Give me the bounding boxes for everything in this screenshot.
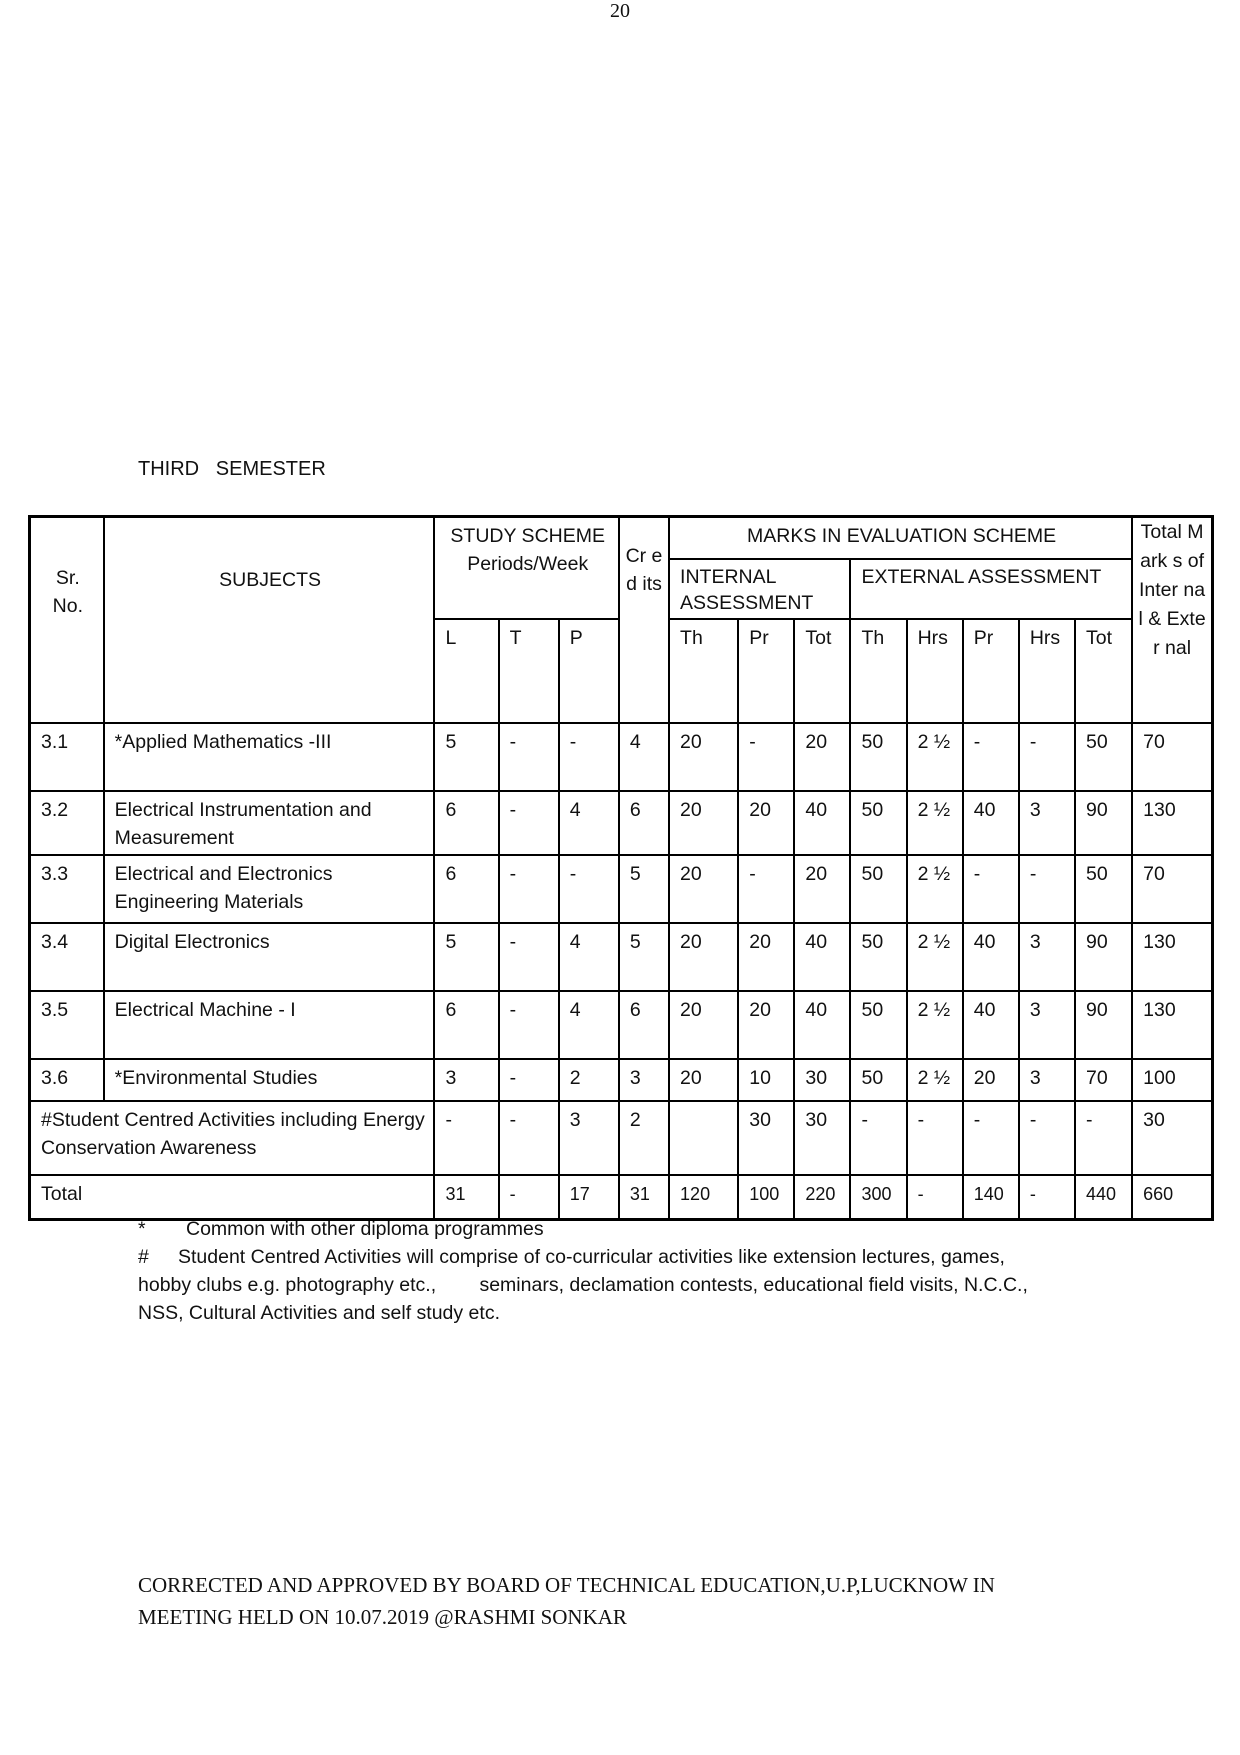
row-cell-ext-th: 50 (850, 923, 906, 991)
header-sr-no: Sr. No. (30, 517, 104, 724)
activities-cell-l: - (434, 1101, 498, 1175)
activities-cell-ext-hrs2: - (1019, 1101, 1075, 1175)
row-cell-ext-tot: 90 (1075, 991, 1132, 1059)
activities-cell-ext-th: - (850, 1101, 906, 1175)
row-cell-credits: 6 (619, 991, 669, 1059)
header-internal-tot: Tot (794, 619, 850, 723)
header-p: P (559, 619, 619, 723)
total-cell-int-th: 120 (669, 1175, 738, 1220)
row-cell-ext-pr: - (963, 855, 1019, 923)
row-cell-ext-hrs1: 2 ½ (907, 855, 963, 923)
footnote-activities (138, 1243, 1118, 1271)
row-cell-total: 130 (1132, 923, 1212, 991)
row-cell-ext-hrs1: 2 ½ (907, 791, 963, 855)
evaluation-scheme-table (28, 515, 1214, 1221)
footnote-star-text: Common with other diploma programmes (186, 1218, 544, 1240)
row-cell-ext-th: 50 (850, 991, 906, 1059)
row-sr-no: 3.4 (30, 923, 104, 991)
approval-line: MEETING HELD ON 10.07.2019 @RASHMI SONKAR (138, 1605, 627, 1629)
header-external-tot: Tot (1075, 619, 1132, 723)
row-sr-no: 3.3 (30, 855, 104, 923)
header-study-scheme: STUDY SCHEME Periods/Week (434, 517, 618, 620)
row-cell-ext-hrs2: - (1019, 723, 1075, 791)
table-row (30, 723, 1213, 791)
row-cell-total: 70 (1132, 855, 1212, 923)
row-cell-ext-tot: 50 (1075, 855, 1132, 923)
row-cell-ext-hrs1: 2 ½ (907, 923, 963, 991)
total-cell-int-tot: 220 (794, 1175, 850, 1220)
total-cell-p: 17 (559, 1175, 619, 1220)
row-cell-t: - (499, 923, 559, 991)
activities-cell-total: 30 (1132, 1101, 1212, 1175)
table-row (30, 923, 1213, 991)
total-label: Total (30, 1175, 435, 1220)
total-cell-total: 660 (1132, 1175, 1212, 1220)
row-cell-total: 130 (1132, 991, 1212, 1059)
activities-cell-ext-tot: - (1075, 1101, 1132, 1175)
row-cell-ext-pr: - (963, 723, 1019, 791)
row-cell-ext-tot: 50 (1075, 723, 1132, 791)
row-cell-total: 70 (1132, 723, 1212, 791)
row-subject: Digital Electronics (104, 923, 435, 991)
header-internal-pr: Pr (738, 619, 794, 723)
total-cell-ext-tot: 440 (1075, 1175, 1132, 1220)
row-subject: Electrical and Electronics Engineering Materials (104, 855, 435, 923)
row-cell-ext-tot: 90 (1075, 791, 1132, 855)
row-cell-l: 5 (434, 923, 498, 991)
row-cell-total: 130 (1132, 791, 1212, 855)
row-cell-int-pr: 10 (738, 1059, 794, 1101)
header-marks-in-evaluation: MARKS IN EVALUATION SCHEME (669, 517, 1132, 560)
row-cell-ext-pr: 40 (963, 991, 1019, 1059)
footnote-hash-line: hobby clubs e.g. photography etc., seminars, declamation contests, educational field visits, N.C.C., (138, 1274, 1028, 1296)
row-sr-no: 3.6 (30, 1059, 104, 1101)
row-cell-int-pr: 20 (738, 791, 794, 855)
footnote-common (138, 1215, 1118, 1243)
row-sr-no: 3.1 (30, 723, 104, 791)
activities-cell-credits: 2 (619, 1101, 669, 1175)
row-cell-int-pr: - (738, 855, 794, 923)
row-subject: Electrical Machine - I (104, 991, 435, 1059)
total-cell-ext-pr: 140 (963, 1175, 1019, 1220)
activities-cell-t: - (499, 1101, 559, 1175)
row-cell-int-tot: 20 (794, 723, 850, 791)
row-cell-int-pr: 20 (738, 923, 794, 991)
row-cell-int-tot: 40 (794, 923, 850, 991)
total-cell-ext-hrs2: - (1019, 1175, 1075, 1220)
row-cell-l: 3 (434, 1059, 498, 1101)
row-cell-p: - (559, 723, 619, 791)
row-cell-credits: 4 (619, 723, 669, 791)
row-cell-l: 6 (434, 791, 498, 855)
row-cell-l: 5 (434, 723, 498, 791)
row-cell-ext-hrs2: 3 (1019, 991, 1075, 1059)
approval-line: CORRECTED AND APPROVED BY BOARD OF TECHNICAL EDUCATION,U.P,LUCKNOW IN (138, 1573, 995, 1597)
row-cell-t: - (499, 723, 559, 791)
total-cell-ext-hrs1: - (907, 1175, 963, 1220)
header-internal-th: Th (669, 619, 738, 723)
row-cell-int-th: 20 (669, 855, 738, 923)
row-cell-p: - (559, 855, 619, 923)
activities-cell-int-tot: 30 (794, 1101, 850, 1175)
activities-cell-ext-pr: - (963, 1101, 1019, 1175)
row-cell-int-th: 20 (669, 1059, 738, 1101)
header-l: L (434, 619, 498, 723)
table-row (30, 991, 1213, 1059)
row-cell-int-th: 20 (669, 991, 738, 1059)
header-external-th: Th (850, 619, 906, 723)
row-cell-ext-tot: 70 (1075, 1059, 1132, 1101)
row-cell-l: 6 (434, 991, 498, 1059)
row-cell-ext-hrs2: 3 (1019, 791, 1075, 855)
row-cell-ext-pr: 40 (963, 791, 1019, 855)
header-internal-assessment: INTERNAL ASSESSMENT (669, 559, 850, 619)
row-cell-total: 100 (1132, 1059, 1212, 1101)
total-cell-ext-th: 300 (850, 1175, 906, 1220)
total-cell-l: 31 (434, 1175, 498, 1220)
semester-title: THIRD SEMESTER (138, 458, 326, 480)
row-subject: Electrical Instrumentation and Measurement (104, 791, 435, 855)
row-cell-t: - (499, 791, 559, 855)
row-cell-int-th: 20 (669, 791, 738, 855)
page-number: 20 (610, 0, 630, 22)
row-cell-ext-hrs2: 3 (1019, 923, 1075, 991)
footnote-hash-line: Student Centred Activities will comprise of co-curricular activities like extension lectures, games, (178, 1246, 1005, 1268)
header-credits: Cr ed its (619, 517, 669, 724)
footnote-hash-line: NSS, Cultural Activities and self study etc. (138, 1302, 500, 1324)
row-cell-ext-hrs1: 2 ½ (907, 723, 963, 791)
activities-cell-p: 3 (559, 1101, 619, 1175)
row-cell-ext-pr: 20 (963, 1059, 1019, 1101)
approval-note (138, 1569, 1138, 1633)
row-cell-l: 6 (434, 855, 498, 923)
row-cell-int-tot: 20 (794, 855, 850, 923)
table-row (30, 855, 1213, 923)
row-cell-ext-th: 50 (850, 855, 906, 923)
row-cell-int-pr: 20 (738, 991, 794, 1059)
total-row (30, 1175, 1213, 1220)
row-cell-ext-pr: 40 (963, 923, 1019, 991)
activities-cell-int-th (669, 1101, 738, 1175)
header-external-pr: Pr (963, 619, 1019, 723)
activities-row (30, 1101, 1213, 1175)
header-external-hrs: Hrs (1019, 619, 1075, 723)
row-cell-ext-th: 50 (850, 1059, 906, 1101)
row-cell-ext-th: 50 (850, 723, 906, 791)
footnote-hash-mark: # (138, 1246, 149, 1268)
row-cell-int-th: 20 (669, 923, 738, 991)
header-external-assessment: EXTERNAL ASSESSMENT (850, 559, 1132, 619)
footnote-star-mark: * (138, 1218, 146, 1240)
row-cell-p: 4 (559, 991, 619, 1059)
row-cell-int-tot: 40 (794, 991, 850, 1059)
row-cell-int-tot: 40 (794, 791, 850, 855)
row-cell-int-th: 20 (669, 723, 738, 791)
row-cell-t: - (499, 991, 559, 1059)
row-cell-int-pr: - (738, 723, 794, 791)
row-cell-ext-tot: 90 (1075, 923, 1132, 991)
activities-subject: #Student Centred Activities including Energy Conservation Awareness (30, 1101, 435, 1175)
row-cell-t: - (499, 1059, 559, 1101)
total-cell-credits: 31 (619, 1175, 669, 1220)
row-cell-ext-hrs2: - (1019, 855, 1075, 923)
table-row (30, 1059, 1213, 1101)
row-cell-t: - (499, 855, 559, 923)
row-cell-credits: 6 (619, 791, 669, 855)
row-cell-credits: 5 (619, 855, 669, 923)
row-cell-p: 4 (559, 923, 619, 991)
row-cell-credits: 3 (619, 1059, 669, 1101)
row-cell-p: 4 (559, 791, 619, 855)
header-total-marks: Total Mark s of Inter nal & Exter nal (1132, 517, 1212, 724)
activities-cell-int-pr: 30 (738, 1101, 794, 1175)
row-cell-credits: 5 (619, 923, 669, 991)
total-cell-t: - (499, 1175, 559, 1220)
row-cell-ext-th: 50 (850, 791, 906, 855)
row-cell-int-tot: 30 (794, 1059, 850, 1101)
row-sr-no: 3.5 (30, 991, 104, 1059)
row-cell-ext-hrs1: 2 ½ (907, 991, 963, 1059)
row-cell-ext-hrs1: 2 ½ (907, 1059, 963, 1101)
footnotes (138, 1215, 1118, 1327)
row-cell-p: 2 (559, 1059, 619, 1101)
row-cell-ext-hrs2: 3 (1019, 1059, 1075, 1101)
header-external-hrs: Hrs (907, 619, 963, 723)
table-row (30, 791, 1213, 855)
header-subjects: SUBJECTS (104, 517, 435, 724)
row-sr-no: 3.2 (30, 791, 104, 855)
row-subject: *Applied Mathematics -III (104, 723, 435, 791)
row-subject: *Environmental Studies (104, 1059, 435, 1101)
activities-cell-ext-hrs1: - (907, 1101, 963, 1175)
total-cell-int-pr: 100 (738, 1175, 794, 1220)
header-t: T (499, 619, 559, 723)
